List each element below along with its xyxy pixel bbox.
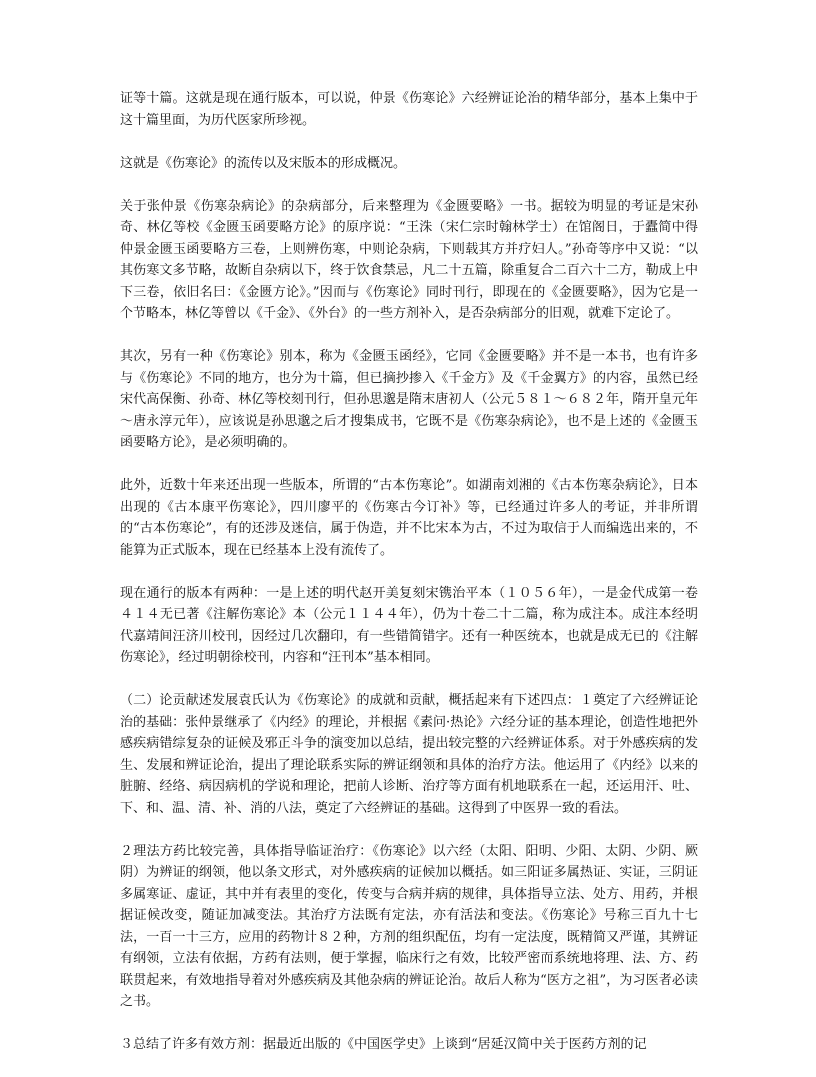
paragraph-5: 此外，近数十年来还出现一些版本，所谓的“古本伤寒论”。如湖南刘湘的《古本伤寒杂病论》，日本出现的《古本康平伤寒论》，四川廖平的《伤寒古今订补》等，已经通过许多人的考证，并非所谓的“古本伤寒论”，有的还涉及迷信，属于伪造，并不比宋本为古，不过为取信于人而编选出来的，不能算为正式版本，现在已经基本上没有流传了。 [120,478,698,558]
document-page [120,88,698,1077]
paragraph-6: 现在通行的版本有两种：一是上述的明代赵开美复刻宋镌治平本（１０５６年），一是金代成第一卷４１４无已著《注解伤寒论》本（公元１１４４年），仍为十卷二十二篇，称为成注本。成注本经明代嘉靖间汪济川校刊，因经过几次翻印，有一些错简错字。还有一种医统本，也就是成无已的《注解伤寒论》，经过明朝徐校刊，内容和“汪刊本”基本相同。 [120,585,698,665]
paragraph-4: 其次，另有一种《伤寒论》别本，称为《金匮玉函经》，它同《金匮要略》并不是一本书，也有许多与《伤寒论》不同的地方，也分为十篇，但已摘抄掺入《千金方》及《千金翼方》的内容，虽然已经宋代高保衡、孙奇、林亿等校刻刊行，但孙思邈是隋末唐初人（公元５８１～６８２年，隋开皇元年～唐永淳元年），应该说是孙思邈之后才搜集成书，它既不是《伤寒杂病论》，也不是上述的《金匮玉函要略方论》，是必须明确的。 [120,349,698,450]
paragraph-1: 证等十篇。这就是现在通行版本，可以说，仲景《伤寒论》六经辨证论治的精华部分，基本上集中于这十篇里面，为历代医家所珍视。 [120,91,698,128]
paragraph-2: 这就是《伤寒论》的流传以及宋版本的形成概况。 [120,155,407,171]
paragraph-8: ２理法方药比较完善，具体指导临证治疗：《伤寒论》以六经（太阳、阳明、少阳、太阴、少阴、厥阴）为辨证的纲领，他以条文形式，对外感疾病的证候加以概括。如三阳证多属热证、实证，三阴证多属寒证、虚证，其中并有表里的变化，传变与合病并病的规律，具体指导立法、处方、用药，并根据证候改变，随证加减变法。其治疗方法既有定法，亦有活法和变法。《伤寒论》号称三百九十七法，一百一十三方，应用的药物计８２种，方剂的组织配伍，均有一定法度，既精简又严谨，其辨证有纲领，立法有依据，方药有法则，便于掌握，临床行之有效，比较严密而系统地将理、法、方、药联贯起来，有效地指导着对外感疾病及其他杂病的辨证论治。故后人称为“医方之祖”，为习医者必读之书。 [120,843,698,1009]
paragraph-3: 关于张仲景《伤寒杂病论》的杂病部分，后来整理为《金匮要略》一书。据较为明显的考证是宋孙奇、林亿等校《金匮玉函要略方论》的原序说：“王洙（宋仁宗时翰林学士）在馆阁日，于蠹简中得仲景金匮玉函要略方三卷，上则辨伤寒，中则论杂病，下则载其方并疗妇人。”孙奇等序中又说：“以其伤寒文多节略，故断自杂病以下，终于饮食禁忌，凡二十五篇，除重复合二百六十二方，勒成上中下三卷，依旧名曰：《金匮方论》。”因而与《伤寒论》同时刊行，即现在的《金匮要略》，因为它是一个节略本，林亿等曾以《千金》、《外台》的一些方剂补入，是否杂病部分的旧观，就难下定论了。 [120,198,698,321]
paragraph-9: ３总结了许多有效方剂：据最近出版的《中国医学史》上谈到“居延汉简中关于医药方剂的记 [120,1037,647,1052]
paragraph-7: （二）论贡献述发展袁氏认为《伤寒论》的成就和贡献，概括起来有下述四点：１奠定了六经辨证论治的基础：张仲景继承了《内经》的理论，并根据《素问·热论》六经分证的基本理论，创造性地把外感疾病错综复杂的证候及邪正斗争的演变加以总结，提出较完整的六经辨证体系。对于外感疾病的发生、发展和辨证论治，提出了理论联系实际的辨证纲领和具体的治疗方法。他运用了《内经》以来的脏腑、经络、病因病机的学说和理论，把前人诊断、治疗等方面有机地联系在一起，还运用汗、吐、下、和、温、清、补、消的八法，奠定了六经辨证的基础。这得到了中医界一致的看法。 [120,693,698,816]
